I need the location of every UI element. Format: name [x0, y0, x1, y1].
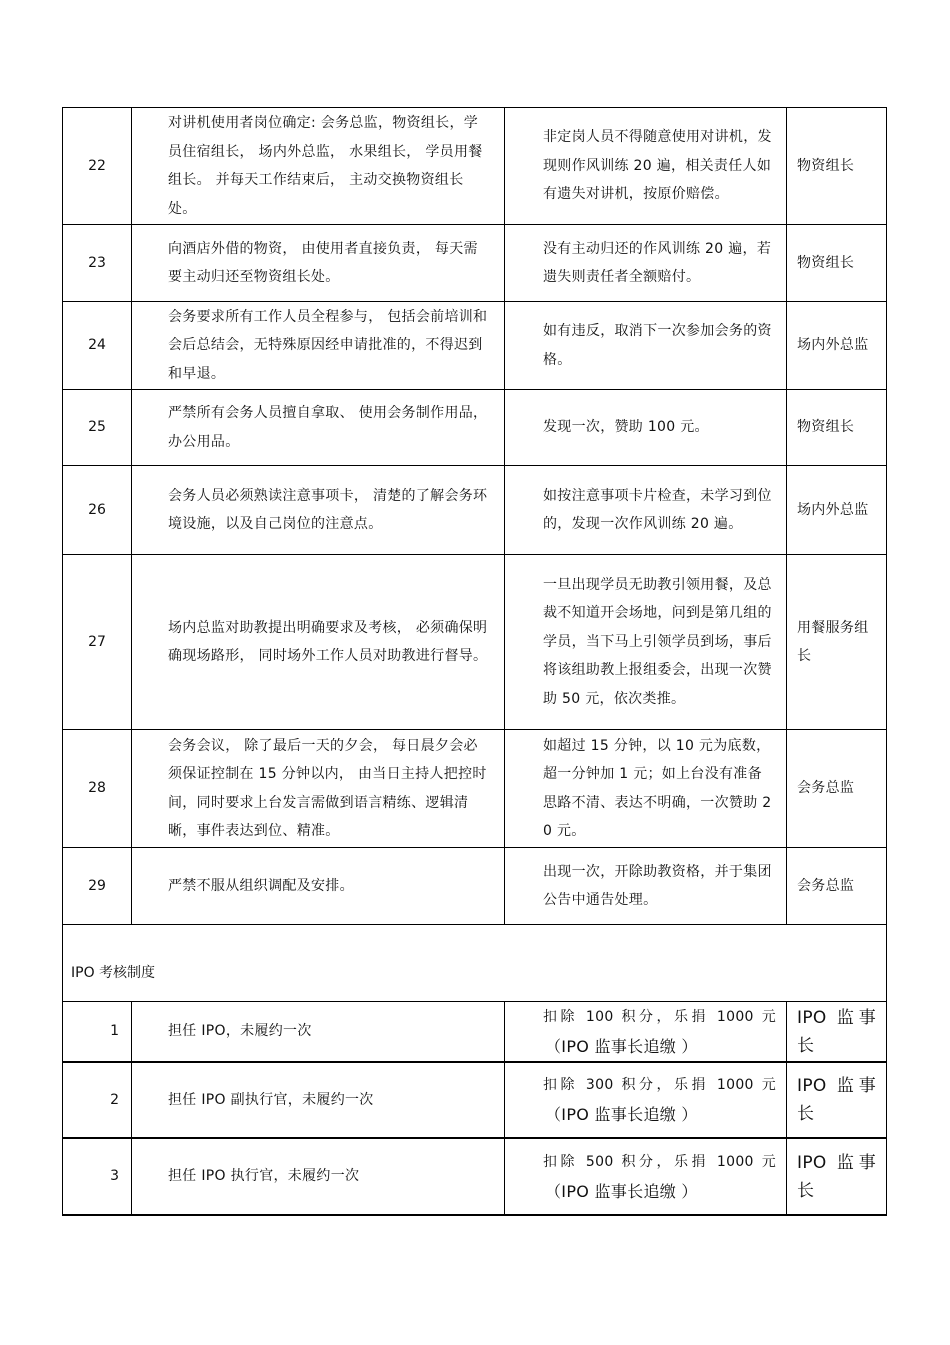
ipo-row-number: 2 [63, 1063, 132, 1137]
ipo-penalty-line1: 扣除 500 积分，乐捐 1000 元 [543, 1153, 776, 1170]
penalty [505, 108, 787, 224]
rule-description [132, 848, 505, 924]
rule-description [132, 390, 505, 465]
ipo-responsible [787, 1002, 886, 1061]
ipo-penalty [505, 1063, 787, 1137]
penalty [505, 848, 787, 924]
row-number: 25 [63, 390, 132, 465]
penalty-text: 发现一次，赞助 100 元。 [543, 419, 709, 436]
penalty [505, 225, 787, 301]
rule-description-text: 场内总监对助教提出明确要求及考核， 必须确保明确现场路形， 同时场外工作人员对助教进行督导。 [168, 619, 488, 664]
rule-description [132, 555, 505, 729]
table-row [62, 302, 887, 390]
row-number: 29 [63, 848, 132, 924]
ipo-rows [62, 1002, 887, 1216]
ipo-row-number: 1 [63, 1002, 132, 1061]
ipo-description-text: 担任 IPO 执行官，未履约一次 [168, 1168, 360, 1185]
penalty-text: 出现一次，开除助教资格，并于集团公告中通告处理。 [543, 863, 772, 908]
rule-description-text: 向酒店外借的物资， 由使用者直接负责， 每天需要主动归还至物资组长处。 [168, 240, 478, 285]
ipo-responsible [787, 1139, 886, 1214]
rule-description-text: 严禁所有会务人员擅自拿取、 使用会务制作用品，办公用品。 [168, 405, 488, 450]
table-row [62, 390, 887, 466]
rule-description-text: 严禁不服从组织调配及安排。 [168, 877, 354, 894]
rule-description-text: 会务会议， 除了最后一天的夕会， 每日晨夕会必须保证控制在 15 分钟以内， 由当日主持人把控时间，同时要求上台发言需做到语言精练、逻辑清晰，事件表达到位、精准。 [168, 737, 487, 839]
penalty [505, 555, 787, 729]
penalty-text: 如有违反，取消下一次参加会务的资格。 [543, 323, 772, 368]
ipo-table-row [62, 1002, 887, 1063]
responsible-person [787, 555, 886, 729]
penalty-text: 没有主动归还的作风训练 20 遍，若遗失则责任者全额赔付。 [543, 240, 772, 285]
ipo-description [132, 1139, 505, 1214]
table-row [62, 848, 887, 925]
ipo-description-text: 担任 IPO 副执行官，未履约一次 [168, 1091, 374, 1108]
row-number: 23 [63, 225, 132, 301]
responsible-text: 物资组长 [797, 157, 855, 174]
table-row [62, 107, 887, 225]
row-number: 28 [63, 730, 132, 847]
responsible-text: 场内外总监 [797, 337, 869, 354]
ipo-description [132, 1002, 505, 1061]
rule-description [132, 108, 505, 224]
ipo-table-row [62, 1139, 887, 1216]
row-number: 27 [63, 555, 132, 729]
responsible-text: 会务总监 [797, 780, 855, 797]
penalty [505, 466, 787, 554]
ipo-description-text: 担任 IPO，未履约一次 [168, 1023, 312, 1040]
ipo-penalty-line1: 扣除 100 积分，乐捐 1000 元 [543, 1008, 776, 1025]
ipo-responsible-line1: IPO 监事 [797, 1152, 876, 1173]
ipo-row-number: 3 [63, 1139, 132, 1214]
responsible-text: 场内外总监 [797, 501, 869, 518]
responsible-text: 用餐服务组长 [797, 619, 869, 664]
responsible-person [787, 302, 886, 389]
rule-description-text: 会务人员必须熟读注意事项卡， 清楚的了解会务环境设施，以及自己岗位的注意点。 [168, 487, 488, 532]
rule-description [132, 730, 505, 847]
rule-description [132, 466, 505, 554]
penalty-text: 如按注意事项卡片检查，未学习到位的，发现一次作风训练 20 遍。 [543, 487, 772, 532]
penalty [505, 730, 787, 847]
ipo-penalty-line2: （IPO 监事长追缴 ） [545, 1105, 698, 1124]
responsible-person [787, 108, 886, 224]
rule-description-text: 会务要求所有工作人员全程参与， 包括会前培训和会后总结会，无特殊原因经申请批准的，不得迟到和早退。 [168, 308, 488, 382]
table-row [62, 466, 887, 555]
rule-description [132, 225, 505, 301]
rules-table [62, 107, 887, 1216]
table-row [62, 555, 887, 730]
penalty-text: 一旦出现学员无助教引领用餐，及总裁不知道开会场地，问到是第几组的学员，当下马上引领学员到场，事后将该组助教上报组委会，出现一次赞助 50 元，依次类推。 [543, 576, 772, 707]
penalty-text: 非定岗人员不得随意使用对讲机，发现则作风训练 20 遍，相关责任人如有遗失对讲机，按原价赔偿。 [543, 129, 772, 203]
row-number: 24 [63, 302, 132, 389]
responsible-text: 物资组长 [797, 254, 855, 271]
rule-rows [62, 107, 887, 925]
ipo-penalty-line2: （IPO 监事长追缴 ） [545, 1036, 698, 1056]
responsible-text: 物资组长 [797, 419, 855, 436]
penalty [505, 390, 787, 465]
rule-description-text: 对讲机使用者岗位确定: 会务总监，物资组长，学员住宿组长， 场内外总监， 水果组长， 学员用餐组长。 并每天工作结束后， 主动交换物资组长处。 [168, 115, 483, 217]
penalty-text: 如超过 15 分钟，以 10 元为底数，超一分钟加 1 元；如上台没有准备思路不清、表达不明确，一次赞助 20 元。 [543, 737, 772, 839]
ipo-responsible [787, 1063, 886, 1137]
rule-description [132, 302, 505, 389]
ipo-responsible-line2: 长 [797, 1035, 815, 1056]
responsible-person [787, 848, 886, 924]
ipo-penalty-line2: （IPO 监事长追缴 ） [545, 1181, 698, 1201]
responsible-person [787, 466, 886, 554]
table-row [62, 730, 887, 848]
row-number: 26 [63, 466, 132, 554]
responsible-person [787, 225, 886, 301]
ipo-section-title: IPO 考核制度 [62, 925, 887, 1002]
ipo-table-row [62, 1063, 887, 1139]
ipo-penalty [505, 1002, 787, 1061]
ipo-responsible-line1: IPO 监事 [797, 1007, 876, 1028]
ipo-responsible-line1: IPO 监事 [797, 1076, 876, 1096]
row-number: 22 [63, 108, 132, 224]
responsible-text: 会务总监 [797, 877, 855, 894]
ipo-description [132, 1063, 505, 1137]
ipo-responsible-line2: 长 [797, 1104, 815, 1124]
responsible-person [787, 730, 886, 847]
ipo-penalty [505, 1139, 787, 1214]
ipo-responsible-line2: 长 [797, 1180, 815, 1201]
penalty [505, 302, 787, 389]
table-row [62, 225, 887, 302]
responsible-person [787, 390, 886, 465]
ipo-penalty-line1: 扣除 300 积分，乐捐 1000 元 [543, 1077, 776, 1093]
